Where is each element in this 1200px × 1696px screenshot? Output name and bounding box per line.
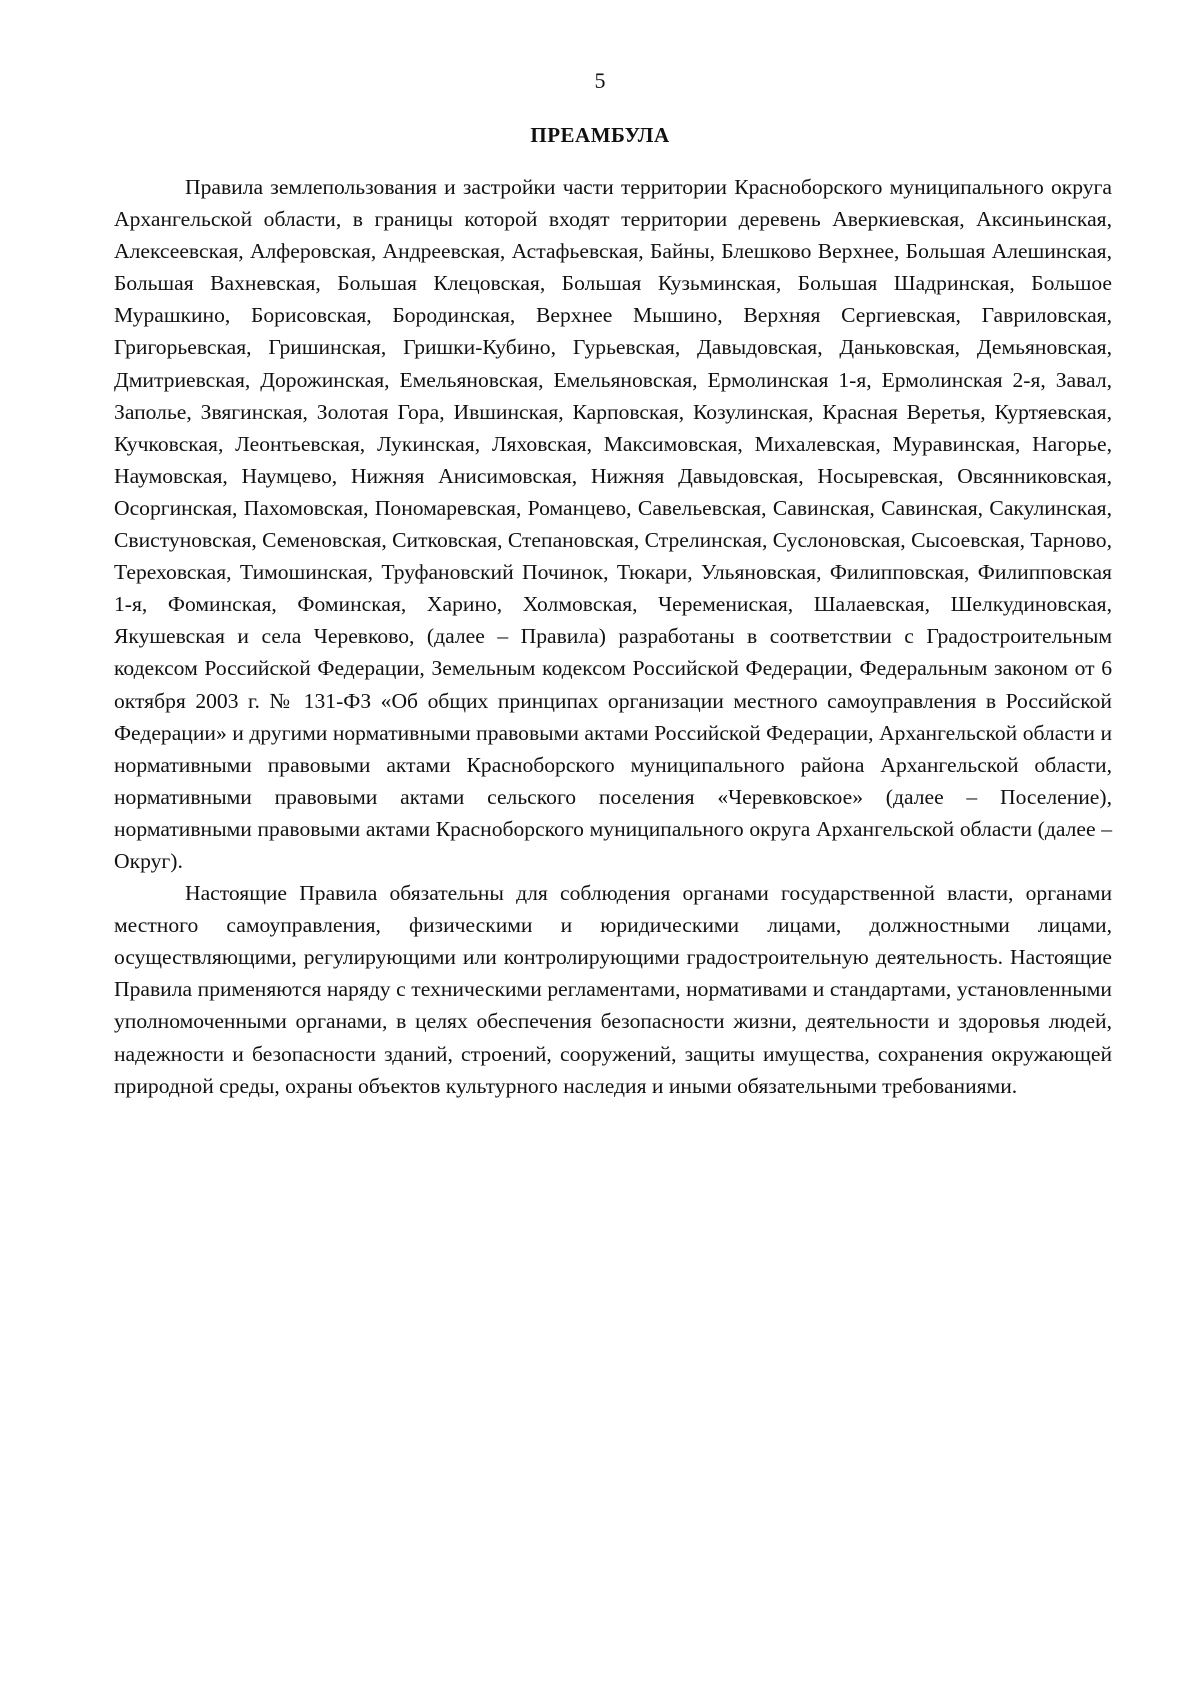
page-title: ПРЕАМБУЛА: [530, 123, 670, 147]
paragraph-preamble-2: Настоящие Правила обязательны для соблюдения органами государственной власти, органами местного самоуправления, физическими и юридическими лицами, должностными лицами, осуществляющими, регулирующими или контролирующими градостроительную деятельность. Настоящие Правила применяются наряду с техническими регламентами, нормативами и стандартами, установленными уполномоченными органами, в целях обеспечения безопасности жизни, деятельности и здоровья людей, надежности и безопасности зданий, строений, сооружений, защиты имущества, сохранения окружающей природной среды, охраны объектов культурного наследия и иными обязательными требованиями.: [114, 881, 1112, 1098]
paragraph-preamble-1: Правила землепользования и застройки части территории Красноборского муниципального округа Архангельской области, в границы которой входят территории деревень Аверкиевская, Аксиньинская, Алексеевская, Алферовская, Андреевская, Астафьевская, Байны, Блешково Верхнее, Большая Алешинская, Большая Вахневская, Большая Клецовская, Большая Кузьминская, Большая Шадринская, Большое Мурашкино, Борисовская, Бородинская, Верхнее Мышино, Верхняя Сергиевская, Гавриловская, Григорьевская, Гришинская, Гришки-Кубино, Гурьевская, Давыдовская, Даньковская, Демьяновская, Дмитриевская, Дорожинская, Емельяновская, Емельяновская, Ермолинская 1-я, Ермолинская 2-я, Завал, Заполье, Звягинская, Золотая Гора, Ившинская, Карповская, Козулинская, Красная Веретья, Куртяевская, Кучковская, Леонтьевская, Лукинская, Ляховская, Максимовская, Михалевская, Муравинская, Нагорье, Наумовская, Наумцево, Нижняя Анисимовская, Нижняя Давыдовская, Носыревская, Овсянниковская, Осоргинская, Пахомовская, Пономаревская, Романцево, Савельевская, Савинская, Савинская, Сакулинская, Свистуновская, Семеновская, Ситковская, Степановская, Стрелинская, Суслоновская, Сысоевская, Тарново, Тереховская, Тимошинская, Труфановский Починок, Тюкари, Ульяновская, Филипповская, Филипповская 1-я, Фоминская, Фоминская, Харино, Холмовская, Черемениская, Шалаевская, Шелкудиновская, Якушевская и села Черевково, (далее – Правила) разработаны в соответствии с Градостроительным кодексом Российской Федерации, Земельным кодексом Российской Федерации, Федеральным законом от 6 октября 2003 г. № 131-ФЗ «Об общих принципах организации местного самоуправления в Российской Федерации» и другими нормативными правовыми актами Российской Федерации, Архангельской области и нормативными правовыми актами Красноборского муниципального района Архангельской области, нормативными правовыми актами сельского поселения «Черевковское» (далее – Поселение), нормативными правовыми актами Красноборского муниципального округа Архангельской области (далее – Округ).: [114, 175, 1112, 873]
document-body: [114, 171, 1112, 1102]
page-number: 5: [594, 68, 606, 93]
